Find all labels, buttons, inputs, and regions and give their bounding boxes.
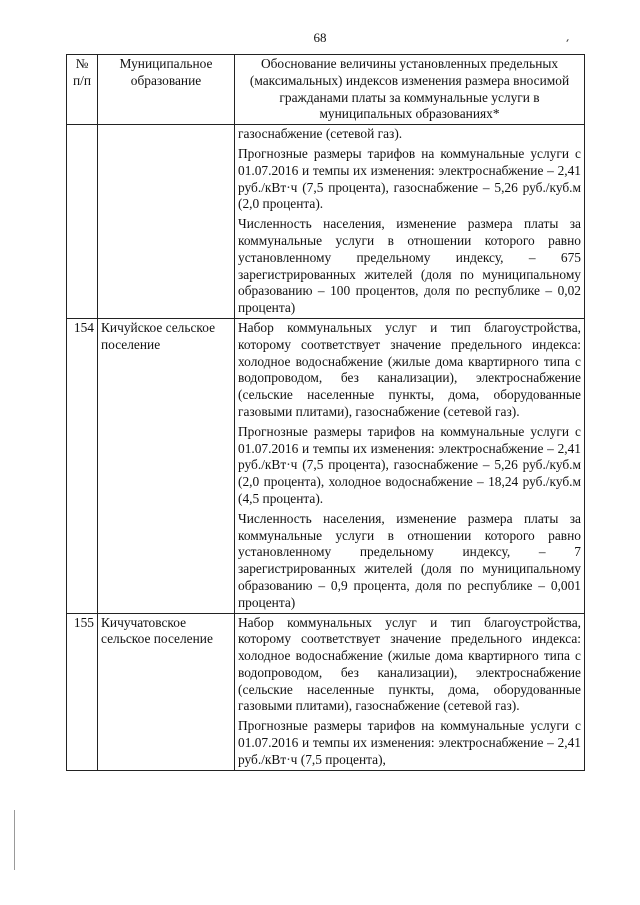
row-number [67, 125, 98, 319]
justification-paragraph: Набор коммунальных услуг и тип благоустройства, которому соответствует значение предельного индекса: холодное водоснабжение (жилые дома квартирного типа с водопроводом, без канализации), электроснабжение (сельские населенные пункты, дома, оборудованные газовыми плитами), газоснабжение (сетевой газ). [238, 319, 581, 419]
header-num: № п/п [67, 55, 98, 125]
table-body [67, 125, 585, 770]
row-justification [235, 318, 585, 613]
justification-paragraph: Набор коммунальных услуг и тип благоустройства, которому соответствует значение предельного индекса: холодное водоснабжение (жилые дома квартирного типа с водопроводом, без канализации), электроснабжение (сельские населенные пункты, дома, оборудованные газовыми плитами), газоснабжение (сетевой газ). [238, 614, 581, 714]
page-number: 68 [313, 30, 327, 45]
row-number: 155 [67, 613, 98, 770]
justification-paragraph: Численность населения, изменение размера платы за коммунальные услуги в отношении которого равно установленному предельному индексу, – 675 зарегистрированных жителей (доля по муниципальному образованию – 100 процентов, доля по республике – 0,02 процента) [238, 216, 581, 316]
table-row [67, 613, 585, 770]
row-justification [235, 613, 585, 770]
row-municipality [98, 125, 235, 319]
row-municipality: Кичучатовское сельское поселение [98, 613, 235, 770]
justification-paragraph: газоснабжение (сетевой газ). [238, 126, 403, 142]
row-number: 154 [67, 318, 98, 613]
row-municipality: Кичуйское сельское поселение [98, 318, 235, 613]
row-justification [235, 125, 585, 319]
justification-paragraph: Прогнозные размеры тарифов на коммунальные услуги с 01.07.2016 и темпы их изменения: электроснабжение – 2,41 руб./кВт·ч (7,5 процента), [238, 718, 581, 767]
scan-margin-line [14, 810, 15, 870]
justification-paragraph: Прогнозные размеры тарифов на коммунальные услуги с 01.07.2016 и темпы их изменения: электроснабжение – 2,41 руб./кВт·ч (7,5 процента), газоснабжение – 5,26 руб./куб.м (2,0 процента), холодное водоснабжение – 18,24 руб./куб.м (4,5 процента). [238, 423, 581, 506]
table-header-row [67, 55, 585, 125]
tariff-table [66, 54, 585, 771]
justification-paragraph: Численность населения, изменение размера платы за коммунальные услуги в отношении которого равно установленному предельному индексу, – 7 зарегистрированных жителей (доля по муниципальному образованию – 0,9 процента, доля по республике – 0,001 процента) [238, 510, 581, 610]
header-municipality: Муниципальное образование [98, 55, 235, 125]
table-row [67, 125, 585, 319]
justification-paragraph: Прогнозные размеры тарифов на коммунальные услуги с 01.07.2016 и темпы их изменения: электроснабжение – 2,41 руб./кВт·ч (7,5 процента), газоснабжение – 5,26 руб./куб.м (2,0 процента). [238, 145, 581, 212]
table-row [67, 318, 585, 613]
header-justification: Обоснование величины установленных предельных (максимальных) индексов изменения размера вносимой гражданами платы за коммунальные услуги в муниципальных образованиях* [235, 55, 585, 125]
